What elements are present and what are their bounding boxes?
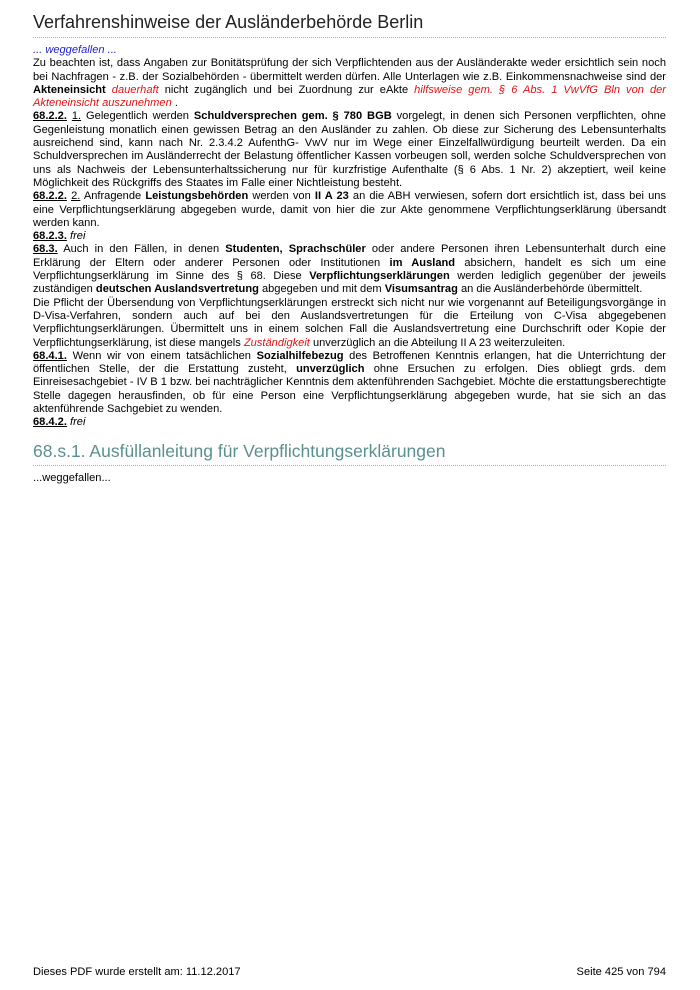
- document-page: [33, 10, 666, 485]
- paragraph-68-2-2-2: 68.2.2. 2. Anfragende Leistungsbehörden werden von II A 23 an die ABH verwiesen, sofern dort ersichtlich ist, dass bei uns eine Verpflichtungserklärung abgegeben wurde, damit von hier die zur Akte genommene Verpflichtungserklärung übersandt werden kann.: [33, 190, 666, 229]
- intro-removed-note: [33, 44, 666, 57]
- creation-date: Dieses PDF wurde erstellt am: 11.12.2017: [33, 966, 241, 978]
- document-title: Verfahrenshinweise der Ausländerbehörde Berlin: [33, 10, 666, 38]
- amendment-text: hilfsweise gem. § 6 Abs. 1 VwVfG Bln von der Akteneinsicht auszunehmen: [33, 83, 666, 110]
- removed-text: ... weggefallen ...: [33, 44, 117, 56]
- page-number: Seite 425 von 794: [576, 966, 666, 978]
- document-body: [33, 44, 666, 430]
- intro-paragraph: Zu beachten ist, dass Angaben zur Bonitätsprüfung der sich Verpflichtenden aus der Ausländerakte weder ersichtlich sein noch bei Nachfragen - z.B. der Sozialbehörden - übermittelt werden dürfen. Alle Unterlagen wie z.B. Einkommensnachweise sind der Akteneinsicht dauerhaft nicht zugänglich und bei Zuordnung zur eAkte hilfsweise gem. § 6 Abs. 1 VwVfG Bln von der Akteneinsicht auszunehmen .: [33, 57, 666, 110]
- section-ref: 68.2.2.: [33, 110, 67, 123]
- section-ref: 68.3.: [33, 243, 58, 256]
- amendment-text: dauerhaft: [111, 83, 159, 96]
- section-ref: 68.4.2.: [33, 416, 67, 429]
- paragraph-68-3-continued: Die Pflicht der Übersendung von Verpflichtungserklärungen erstreckt sich nicht nur wie vorgenannt auf Beteiligungsvorgänge in D-Visa-Verfahren, sondern auch auf bei den Auslandsvertretungen für die Erteilung von C-Visa abgegebenen Verpflichtungserklärungen. Übermittelt uns in einem solchen Fall die Auslandsvertretung eine Durchschrift oder Kopie der Verpflichtungserklärung, ist diese mangels Zuständigkeit unverzüglich an die Abteilung II A 23 weiterzuleiten.: [33, 296, 666, 349]
- amendment-text: Zuständigkeit: [243, 336, 310, 349]
- section-heading: 68.s.1. Ausfüllanleitung für Verpflichtungserklärungen: [33, 440, 666, 466]
- paragraph-68-3: 68.3. Auch in den Fällen, in denen Studenten, Sprachschüler oder andere Personen ihren Lebensunterhalt durch eine Erklärung der Eltern oder anderer Personen oder Institutionen im Ausland absichern, handelt es sich um eine Verpflichtungserklärung im Sinne des § 68. Diese Verpflichtungserklärungen werden lediglich gegenüber der jeweils zuständigen deutschen Auslandsvertretung abgegeben und mit dem Visumsantrag an die Ausländerbehörde übermittelt.: [33, 243, 666, 296]
- removed-note: ...weggefallen...: [33, 471, 111, 484]
- section-ref: 68.4.1.: [33, 349, 67, 362]
- section-ref: 68.2.3.: [33, 230, 67, 243]
- section-ref: 68.2.2.: [33, 190, 67, 203]
- paragraph-68-2-3: 68.2.3. frei: [33, 230, 86, 243]
- paragraph-68-2-2-1: 68.2.2. 1. Gelegentlich werden Schuldversprechen gem. § 780 BGB vorgelegt, in denen sich Personen verpflichten, ohne Gegenleistung monatlich einen gewissen Betrag an den Ausländer zu zahlen. Ob diese zur Sicherung des Lebensunterhalts ausreichend sind, kann nach Nr. 2.3.4.2 AufenthG- VwV nur im Wege einer Einzelfallwürdigung beurteilt werden. Da ein Schuldversprechen im Ausländerrecht der Belastung öffentlicher Kassen vorbeugen soll, werden solche Schuldversprechen von uns als Nachweis der Lebensunterhaltssicherung nur für kurzfristige Aufenthalte (§ 6 Abs. 1 Nr. 2) akzeptiert, weil keine Möglichkeit des Rückgriffs des Staates im Falle einer Nichtleistung besteht.: [33, 110, 666, 189]
- section-body: [33, 472, 666, 485]
- paragraph-68-4-1: 68.4.1. Wenn wir von einem tatsächlichen Sozialhilfebezug des Betroffenen Kenntnis erlangen, hat die Unterrichtung der öffentlichen Stelle, der die Erstattung zusteht, unverzüglich ohne Ersuchen zu erfolgen. Dies obliegt grds. dem Einreisesachgebiet - IV B 1 bzw. bei nachträglicher Kenntnis dem aktenführenden Sachgebiet. Möchte die erstattungsberechtigte Stelle dagegen herausfinden, ob für eine Person eine Verpflichtungserklärung abgegeben wurde, hat sie sich an das aktenführende Sachgebiet zu wenden.: [33, 349, 666, 416]
- paragraph-68-4-2: 68.4.2. frei: [33, 416, 86, 429]
